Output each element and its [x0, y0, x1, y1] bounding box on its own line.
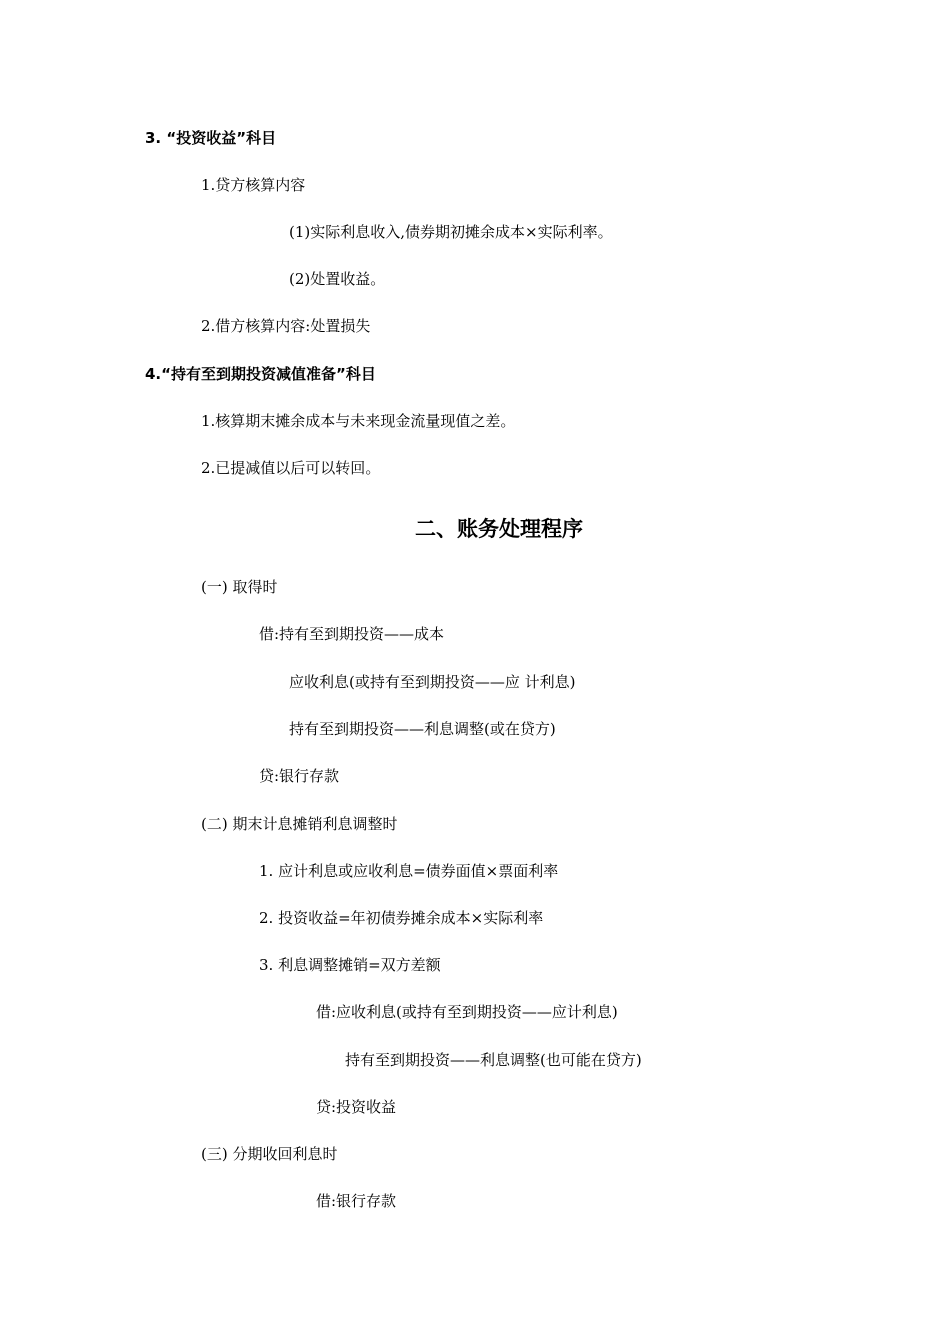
main-heading: 二、账务处理程序 [415, 517, 583, 541]
part-2-item-3: 3. 利息调整摊销=双方差额 [259, 956, 441, 974]
part-2-title: (二) 期末计息摊销利息调整时 [201, 815, 398, 833]
part-2-debit-line: 借:应收利息(或持有至到期投资——应计利息) [316, 1003, 618, 1021]
part-1-title: (一) 取得时 [201, 578, 278, 596]
section-4-item-2: 2.已提减值以后可以转回。 [201, 459, 381, 477]
part-1-credit-line: 贷:银行存款 [259, 767, 340, 785]
part-2-interest-adjustment-line: 持有至到期投资——利息调整(也可能在贷方) [345, 1051, 642, 1069]
part-3-debit-line: 借:银行存款 [316, 1192, 397, 1210]
section-3-item-1-2: (2)处置收益。 [289, 270, 386, 288]
part-2-item-2: 2. 投资收益=年初债券摊余成本×实际利率 [259, 909, 544, 927]
section-3-title: 3. “投资收益”科目 [145, 129, 277, 147]
section-3-item-1: 1.贷方核算内容 [201, 176, 306, 194]
section-4-title: 4.“持有至到期投资减值准备”科目 [145, 365, 376, 383]
part-2-item-1: 1. 应计利息或应收利息=债券面值×票面利率 [259, 862, 559, 880]
part-1-interest-adjustment-line: 持有至到期投资——利息调整(或在贷方) [289, 720, 556, 738]
section-4-item-1: 1.核算期末摊余成本与未来现金流量现值之差。 [201, 412, 516, 430]
part-3-title: (三) 分期收回利息时 [201, 1145, 338, 1163]
section-3-item-2: 2.借方核算内容:处置损失 [201, 317, 371, 335]
part-2-credit-line: 贷:投资收益 [316, 1098, 397, 1116]
section-3-item-1-1: (1)实际利息收入,债券期初摊余成本×实际利率。 [289, 223, 613, 241]
part-1-debit-line: 借:持有至到期投资——成本 [259, 625, 445, 643]
part-1-interest-receivable-line: 应收利息(或持有至到期投资——应 计利息) [289, 673, 576, 691]
